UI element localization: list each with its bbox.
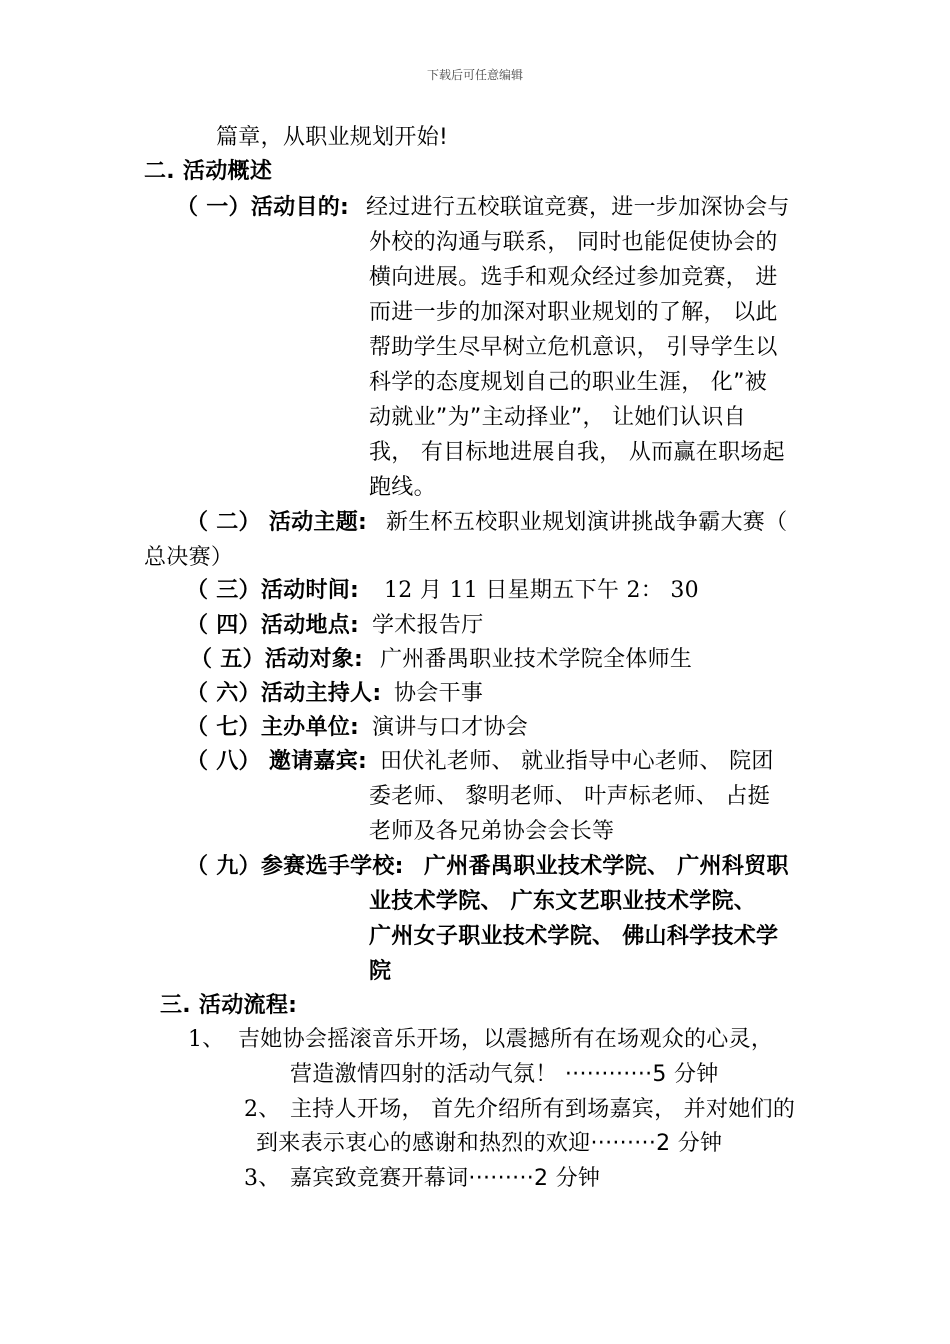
audience-value: 广州番禺职业技术学院全体师生 (380, 647, 693, 672)
time-label: （ 三）活动时间: (186, 578, 360, 603)
schools-line: 广州女子职业技术学院、 佛山科学技术学 (369, 924, 779, 949)
organizer-label: （ 七）主办单位: (186, 715, 360, 740)
purpose-line: 而进一步的加深对职业规划的了解， 以此 (369, 300, 778, 325)
purpose-line: 横向进展。选手和观众经过参加竞赛， 进 (369, 265, 778, 290)
intro-tail: 篇章，从职业规划开始! (216, 125, 449, 150)
guests-line: 田伏礼老师、 就业指导中心老师、 院团 (380, 749, 774, 774)
organizer-value: 演讲与口才协会 (372, 715, 529, 740)
section-2-heading: 二. 活动概述 (144, 159, 273, 184)
purpose-line: 跑线。 (369, 475, 436, 500)
purpose-line: 经过进行五校联谊竞赛，进一步加深协会与 (366, 195, 790, 220)
step-number: 3、 (244, 1166, 281, 1191)
guests-line: 老师及各兄弟协会会长等 (369, 819, 615, 844)
purpose-line: 外校的沟通与联系， 同时也能促使协会的 (369, 230, 778, 255)
purpose-line: 科学的态度规划自己的职业生涯， 化”被 (369, 370, 768, 395)
guests-label: （ 八） 邀请嘉宾: (186, 749, 368, 774)
host-label: （ 六）活动主持人: (186, 681, 382, 706)
step-text: 主持人开场， 首先介绍所有到场嘉宾， 并对她们的 (290, 1097, 796, 1122)
step-number: 2、 (244, 1097, 281, 1122)
purpose-line: 我， 有目标地进展自我， 从而赢在职场起 (369, 440, 785, 465)
schools-line: 院 (369, 959, 392, 984)
purpose-line: 帮助学生尽早树立危机意识， 引导学生以 (369, 335, 778, 360)
time-value: 12 月 11 日星期五下午 2： 30 (384, 578, 699, 603)
theme-label: （ 二） 活动主题: (186, 510, 368, 535)
step-text: 吉她协会摇滚音乐开场，以震撼所有在场观众的心灵， (238, 1027, 774, 1052)
purpose-line: 动就业”为”主动择业”， 让她们认识自 (369, 405, 746, 430)
schools-line: 广州番禺职业技术学院、 广州科贸职 (424, 854, 789, 879)
purpose-label: （ 一）活动目的: (176, 195, 350, 220)
step-text-cont: 营造激情四射的活动气氛！ ············5 分钟 (290, 1062, 719, 1087)
step-text: 嘉宾致竞赛开幕词·········2 分钟 (290, 1166, 601, 1191)
place-label: （ 四）活动地点: (186, 613, 360, 638)
place-value: 学术报告厅 (372, 613, 484, 638)
page-header-note: 下载后可任意编辑 (426, 68, 523, 82)
theme-value-cont: 总决赛） (144, 545, 234, 570)
step-number: 1、 (188, 1027, 225, 1052)
audience-label: （ 五）活动对象: (190, 647, 364, 672)
section-3-heading: 三. 活动流程: (160, 993, 298, 1018)
schools-line: 业技术学院、 广东文艺职业技术学院、 (369, 889, 757, 914)
host-value: 协会干事 (394, 681, 484, 706)
guests-line: 委老师、 黎明老师、 叶声标老师、 占挺 (369, 784, 770, 809)
schools-label: （ 九）参赛选手学校: (186, 854, 404, 879)
step-text-cont: 到来表示衷心的感谢和热烈的欢迎·········2 分钟 (256, 1131, 723, 1156)
theme-value: 新生杯五校职业规划演讲挑战争霸大赛（ (386, 510, 788, 535)
